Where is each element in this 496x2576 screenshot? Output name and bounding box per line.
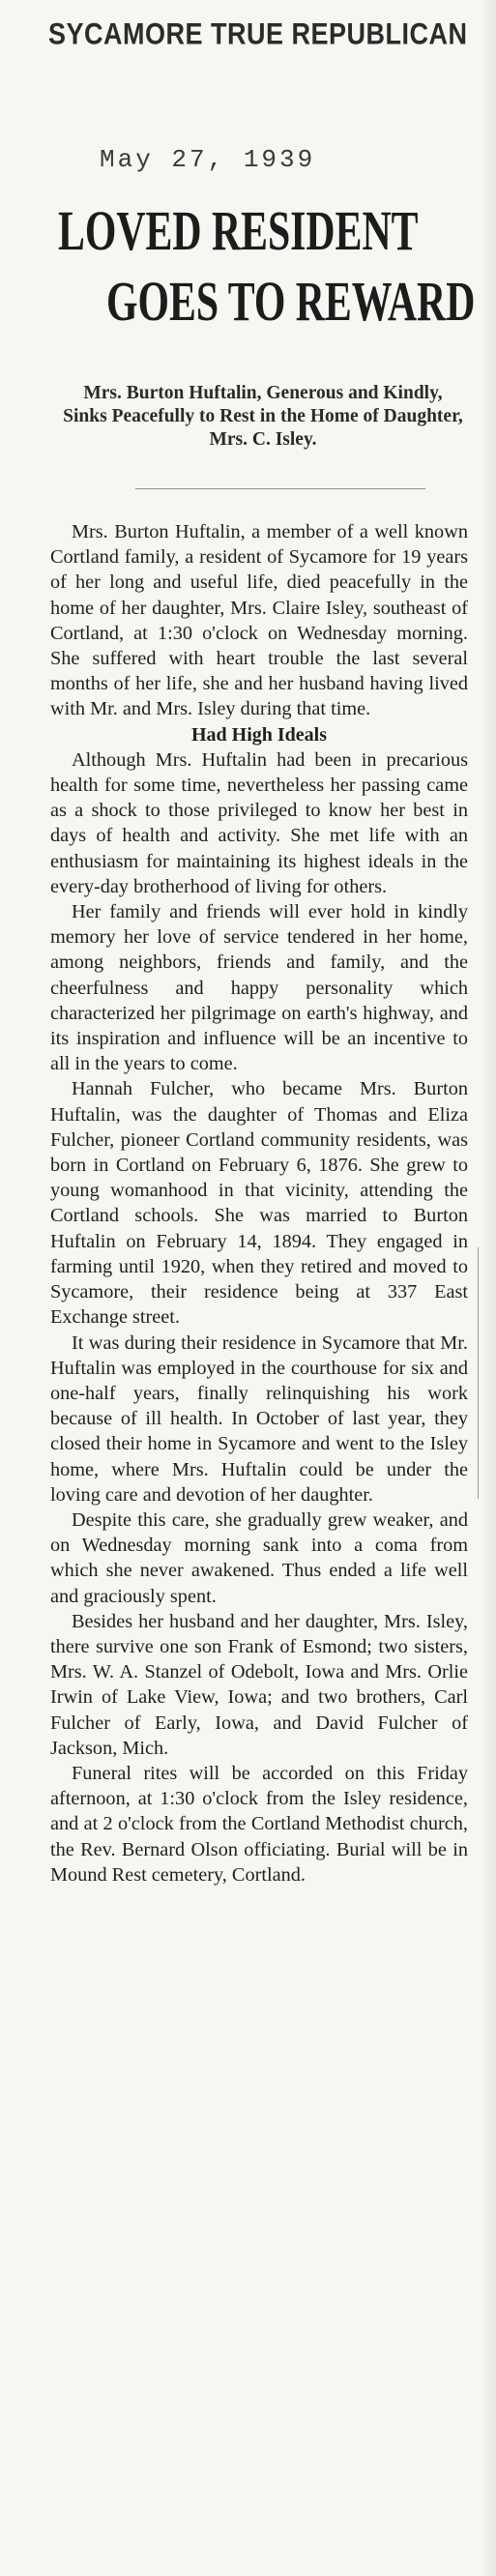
paragraph-2: Although Mrs. Huftalin had been in precarious health for some time, nevertheless her passing came as a shock to those privileged to know her best in days of health and activity. She met life with an enthusiasm for maintaining its highest ideals in the every-day brotherhood of living for others.: [50, 748, 468, 897]
page-edge-shadow: [481, 0, 496, 2576]
paragraph-6: Despite this care, she gradually grew weaker, and on Wednesday morning sank into a coma from which she never awakened. Thus ended a life well and graciously spent.: [50, 1508, 468, 1607]
deck-subheading: Mrs. Burton Huftalin, Generous and Kindly, Sinks Peacefully to Rest in the Home of Daughter, Mrs. C. Isley.: [63, 383, 463, 450]
deck-rule: [135, 488, 425, 489]
paragraph-4: Hannah Fulcher, who became Mrs. Burton Huftalin, was the daughter of Thomas and Eliza Fulcher, pioneer Cortland community residents, was born in Cortland on February 6, 1876. She grew to young womanhood in that vicinity, attending the Cortland schools. She was married to Burton Huftalin on February 14, 1894. They engaged in farming until 1920, when they retired and moved to Sycamore, their residence being at 337 East Exchange street.: [50, 1078, 468, 1329]
article-body: [50, 519, 468, 1888]
section-subhead: Had High Ideals: [190, 723, 328, 746]
headline-line-1: LOVED RESIDENT: [58, 199, 419, 262]
headline-line-2: GOES TO REWARD: [106, 270, 476, 333]
paragraph-1: Mrs. Burton Huftalin, a member of a well known Cortland family, a resident of Sycamore for 19 years of her long and useful life, died peacefully in the home of her daughter, Mrs. Claire Isley, southeast of Cortland, at 1:30 o'clock on Wednesday morning. She suffered with heart trouble the last several months of her life, she and her husband having lived with Mr. and Mrs. Isley during that time.: [50, 521, 468, 720]
paragraph-5: It was during their residence in Sycamore that Mr. Huftalin was employed in the courthouse for six and one-half years, finally relinquishing his work because of ill health. In October of last year, they closed their home in Sycamore and went to the Isley home, where Mrs. Huftalin could be under the loving care and devotion of her daughter.: [50, 1332, 468, 1506]
paragraph-3: Her family and friends will ever hold in kindly memory her love of service tendered in her home, among neighbors, friends and family, and the cheerfulness and happy personality which characterized her pilgrimage on earth's highway, and its inspiration and influence will be an incentive to all in the years to come.: [50, 901, 468, 1075]
paragraph-7: Besides her husband and her daughter, Mrs. Isley, there survive one son Frank of Esmond; two sisters, Mrs. W. A. Stanzel of Odebolt, Iowa and Mrs. Orlie Irwin of Lake View, Iowa; and two brothers, Carl Fulcher of Early, Iowa, and David Fulcher of Jackson, Mich.: [50, 1610, 468, 1759]
adjacent-column-edge: [478, 1247, 479, 1499]
masthead: SYCAMORE TRUE REPUBLICAN: [48, 17, 468, 51]
paragraph-8: Funeral rites will be accorded on this Friday afternoon, at 1:30 o'clock from the Isley residence, and at 2 o'clock from the Cortland Methodist church, the Rev. Bernard Olson officiating. Burial will be in Mound Rest cemetery, Cortland.: [50, 1762, 468, 1886]
publication-date: May 27, 1939: [100, 145, 316, 174]
